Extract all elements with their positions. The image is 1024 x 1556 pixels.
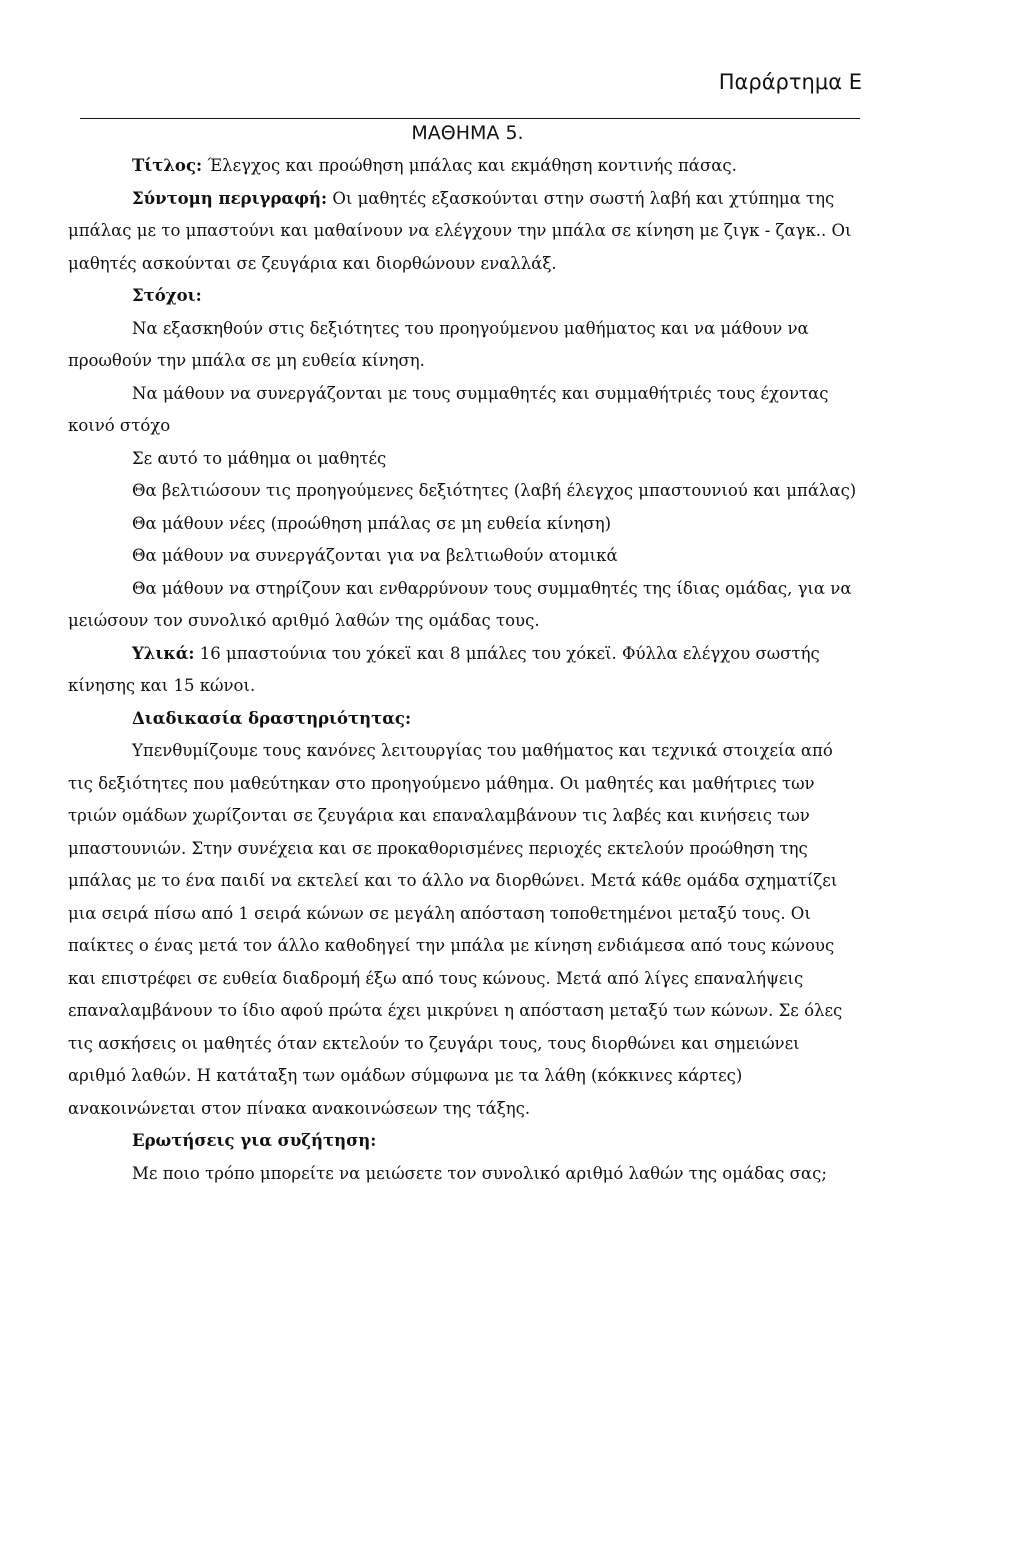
header-divider: [80, 118, 860, 119]
title-line: [68, 150, 858, 183]
title-label: Τίτλος:: [132, 156, 203, 175]
goals-paragraph-2: Να μάθουν να συνεργάζονται με τους συμμαθητές και συμμαθήτριές τους έχοντας κοινό στόχο: [68, 383, 829, 435]
questions-text: Με ποιο τρόπο μπορείτε να μειώσετε τον συνολικό αριθμό λαθών της ομάδας σας;: [132, 1163, 827, 1183]
description-text: Οι μαθητές εξασκούνται στην σωστή λαβή και χτύπημα της μπάλας με το μπαστούνι και μαθαίνουν να ελέγχουν την μπάλα σε κίνηση με ζιγκ - ζαγκ.. Οι μαθητές ασκούνται σε ζευγάρια και διορθώνουν εναλλάξ.: [68, 188, 852, 273]
goals-last-item: Θα μάθουν να στηρίζουν και ενθαρρύνουν τους συμμαθητές της ίδιας ομάδας, για να μειώσουν τον συνολικό αριθμό λαθών της ομάδας τους.: [68, 578, 852, 630]
description-label: Σύντομη περιγραφή:: [132, 188, 328, 208]
goals-paragraph-1: Να εξασκηθούν στις δεξιότητες του προηγούμενου μαθήματος και να μάθουν να προωθούν την μπάλα σε μη ευθεία κίνηση.: [68, 318, 809, 370]
goals-list: [68, 443, 858, 573]
lesson-heading: ΜΑΘΗΜΑ 5.: [411, 122, 524, 144]
materials-paragraph: [68, 638, 858, 703]
appendix-label: Παράρτημα Ε: [718, 70, 862, 94]
questions-label: Ερωτήσεις για συζήτηση:: [132, 1131, 377, 1150]
goals-item: Θα μάθουν να συνεργάζονται για να βελτιωθούν ατομικά: [132, 546, 618, 565]
procedure-paragraph: Υπενθυμίζουμε τους κανόνες λειτουργίας του μαθήματος και τεχνικά στοιχεία από τις δεξιότητες που μαθεύτηκαν στο προηγούμενο μάθημα. Οι μαθητές και μαθήτριες των τριών ομάδων χωρίζονται σε ζευγάρια και επαναλαμβάνουν τις λαβές και κινήσεις των μπαστουνιών. Στην συνέχεια και σε προκαθορισμένες περιοχές εκτελούν προώθηση της μπάλας με το ένα παιδί να εκτελεί και το άλλο να διορθώνει. Μετά κάθε ομάδα σχηματίζει μια σειρά πίσω από 1 σειρά κώνων σε μεγάλη απόσταση τοποθετημένοι μεταξύ τους. Οι παίκτες ο ένας μετά τον άλλο καθοδηγεί την μπάλα με κίνηση ενδιάμεσα από τους κώνους και επιστρέφει σε ευθεία διαδρομή έξω από τους κώνους. Μετά από λίγες επαναλήψεις επαναλαμβάνουν το ίδιο αφού πρώτα έχει μικρύνει η απόσταση μεταξύ των κώνων. Σε όλες τις ασκήσεις οι μαθητές όταν εκτελούν το ζευγάρι τους, τους διορθώνει και σημειώνει αριθμό λαθών. Η κατάταξη των ομάδων σύμφωνα με τα λάθη (κόκκινες κάρτες) ανακοινώνεται στον πίνακα ανακοινώσεων της τάξης.: [68, 741, 843, 1118]
procedure-label: Διαδικασία δραστηριότητας:: [132, 708, 412, 728]
goals-item: Θα βελτιώσουν τις προηγούμενες δεξιότητες (λαβή έλεγχος μπαστουνιού και μπάλας): [132, 481, 857, 500]
description-paragraph: [68, 183, 858, 281]
goals-intro: Σε αυτό το μάθημα οι μαθητές: [132, 448, 387, 468]
title-text: Έλεγχος και προώθηση μπάλας και εκμάθηση κοντινής πάσας.: [202, 156, 737, 175]
goals-item: Θα μάθουν νέες (προώθηση μπάλας σε μη ευθεία κίνηση): [132, 513, 612, 533]
materials-text: 16 μπαστούνια του χόκεϊ και 8 μπάλες του χόκεϊ. Φύλλα ελέγχου σωστής κίνησης και 15 κώνοι.: [68, 643, 820, 695]
materials-label: Υλικά:: [132, 643, 195, 663]
lesson-content: [68, 150, 858, 1190]
goals-label: Στόχοι:: [132, 286, 202, 305]
